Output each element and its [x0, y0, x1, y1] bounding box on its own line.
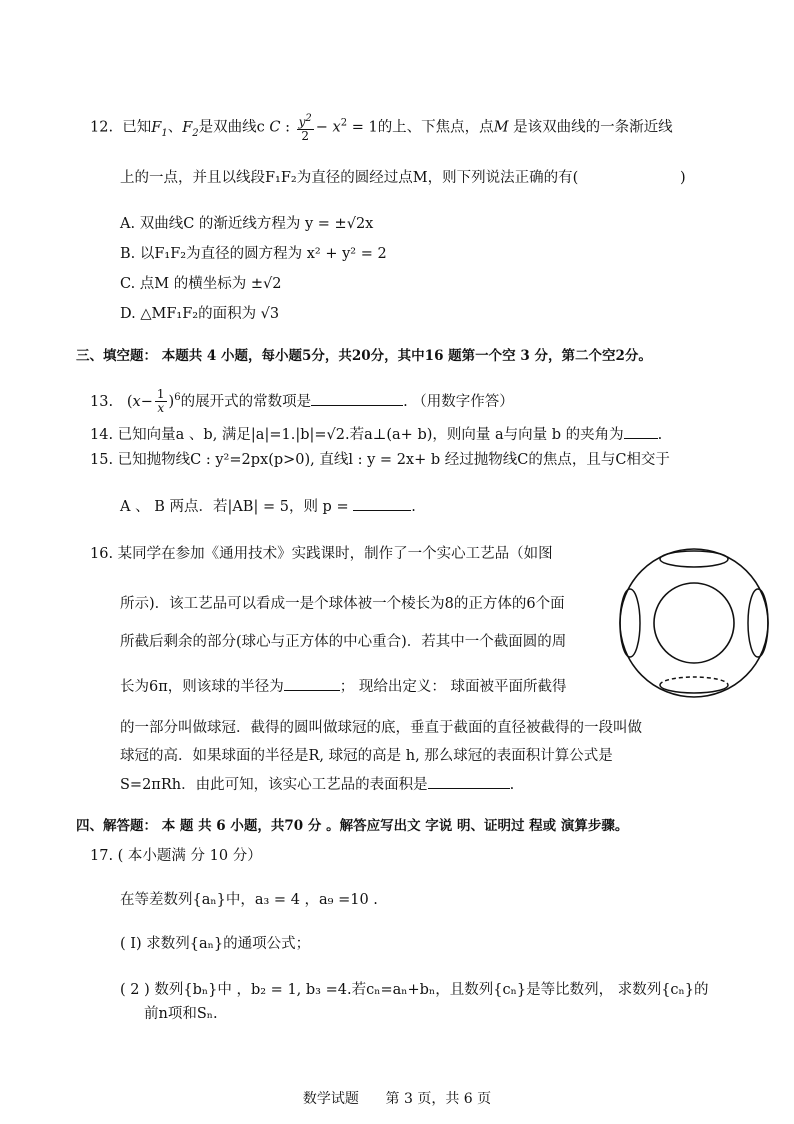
q12-c-letter: c: [256, 119, 270, 136]
q14-answer-blank[interactable]: [624, 424, 658, 439]
q16-line4: [120, 676, 566, 697]
q17-part1: ( I) 求数列{aₙ}的通项公式；: [120, 936, 311, 952]
q14-text: 14. 已知向量a 、b, 满足|a|=1.|b|=√2.若a⊥(a+ b)，则向量 a与向量 b 的夹角为: [90, 427, 624, 443]
q12-sep: 、: [167, 119, 183, 136]
q16-line7: [120, 774, 514, 795]
q12-f1: $F_1$: [151, 119, 168, 139]
q12-answer-paren: ): [680, 170, 686, 186]
q16-area-blank[interactable]: [428, 774, 510, 789]
q13-text: 的展开式的常数项是: [180, 393, 312, 410]
q16-line6: 球冠的高．如果球面的半径是R, 球冠的高是 h, 那么球冠的表面积计算公式是: [120, 748, 613, 764]
q12-line2: [120, 168, 578, 188]
q12-fraction: $\frac{y^2}{2}$: [298, 113, 312, 143]
footer-page-number: 第 3 页，共 6 页: [385, 1091, 492, 1107]
q15-line1: 15. 已知抛物线C : y²=2px(p>0), 直线l : y = 2x+ b 经过抛物线C的焦点，且与C相交于: [90, 452, 670, 468]
q16-line2: 所示)．该工艺品可以看成一是个球体被一个棱长为8的正方体的6个面: [120, 596, 565, 612]
q12-option-d: D. △MF₁F₂的面积为 √3: [120, 306, 280, 322]
q17-heading: 17. ( 本小题满 分 10 分）: [90, 848, 262, 864]
q14-tail: .: [657, 427, 663, 443]
section4-heading: 四、解答题： 本 题 共 6 小题，共70 分 。解答应写出文 字说 明、证明过 程或 演算步骤。: [76, 818, 629, 834]
section3-heading: 三、填空题： 本题共 4 小题，每小题5分，共20分，其中16 题第一个空 3 分，第二个空2分。: [76, 348, 652, 364]
q13-line: 13. (x− $\frac{1}{x}$ )$^6$的展开式的常数项是 . （用数字作答）: [90, 387, 514, 416]
q16-line1: 16. 某同学在参加《通用技术》实践课时，制作了一个实心工艺品（如图: [90, 546, 553, 562]
q16-line7-text: S=2πRh．由此可知，该实心工艺品的表面积是: [120, 777, 428, 793]
right-cap-ellipse: [748, 589, 768, 657]
q16-line4-text: 长为6π，则该球的半径为: [120, 679, 284, 695]
q12-line2-text: 上的一点，并且以线段F₁F₂为直径的圆经过点M，则下列说法正确的有(: [120, 170, 579, 186]
page-footer: [0, 1088, 794, 1108]
q13-answer-blank[interactable]: [311, 391, 403, 406]
q16-line7-tail: .: [509, 777, 515, 793]
top-cap-ellipse: [660, 551, 728, 567]
q12-line1: 12. 已知$F_1$、$F_2$是双曲线c C : $\frac{y^2}{2}$ − $x^2 = 1$的上、下焦点，点M 是该双曲线的一条渐近线: [90, 113, 673, 143]
bottom-cap-back-dashed: [660, 677, 728, 685]
q14-line: [90, 424, 662, 445]
q17-given: 在等差数列{aₙ}中，a₃ = 4 ，a₉ =10 .: [120, 892, 378, 908]
q16-sphere-figure: [612, 545, 782, 705]
q12-f2: $F_2$: [182, 119, 199, 139]
q15-answer-blank[interactable]: [353, 496, 411, 511]
sphere-outline: [620, 549, 768, 697]
q16-radius-blank[interactable]: [284, 676, 340, 691]
q15-line2: [120, 496, 416, 517]
front-cap-circle: [654, 583, 734, 663]
left-cap-ellipse: [620, 589, 640, 657]
q13-number: 13.: [90, 393, 114, 410]
q12-point-m: M: [493, 119, 509, 136]
q16-line5: 的一部分叫做球冠．截得的圆叫做球冠的底，垂直于截面的直径被截得的一段叫做: [120, 720, 642, 736]
q13-tail: . （用数字作答）: [403, 393, 514, 410]
q12-option-c: C. 点M 的横坐标为 ±√2: [120, 276, 282, 292]
q12-curve-name: C: [269, 119, 281, 136]
bottom-cap-front: [660, 685, 728, 693]
q12-hyperbola-label: 是双曲线: [198, 119, 257, 136]
q12-text-b: 的上、下焦点，点: [377, 119, 494, 136]
q15-tail: .: [411, 499, 416, 515]
footer-subject: 数学试题: [302, 1091, 359, 1107]
q17-part2-cont: 前n项和Sₙ.: [144, 1006, 218, 1022]
q12-option-a: A. 双曲线C 的渐近线方程为 y = ±√2x: [120, 216, 374, 232]
q13-fraction: $\frac{1}{x}$: [156, 387, 165, 416]
q12-number: 12.: [90, 119, 114, 136]
q17-part2: ( 2 ) 数列{bₙ}中 ，b₂ = 1, b₃ =4.若cₙ=aₙ+bₙ，且数列{cₙ}是等比数列， 求数列{cₙ}的: [120, 982, 709, 998]
q12-text: 已知: [122, 119, 152, 136]
q15-text: A 、 B 两点．若|AB| = 5，则 p =: [120, 499, 349, 515]
q12-text-c: 是该双曲线的一条渐近线: [513, 119, 673, 136]
q16-line4-tail: ； 现给出定义： 球面被平面所截得: [339, 679, 567, 695]
q12-option-b: B. 以F₁F₂为直径的圆方程为 x² + y² = 2: [120, 246, 387, 262]
q16-line3: 所截后剩余的部分(球心与正方体的中心重合)．若其中一个截面圆的周: [120, 634, 567, 650]
